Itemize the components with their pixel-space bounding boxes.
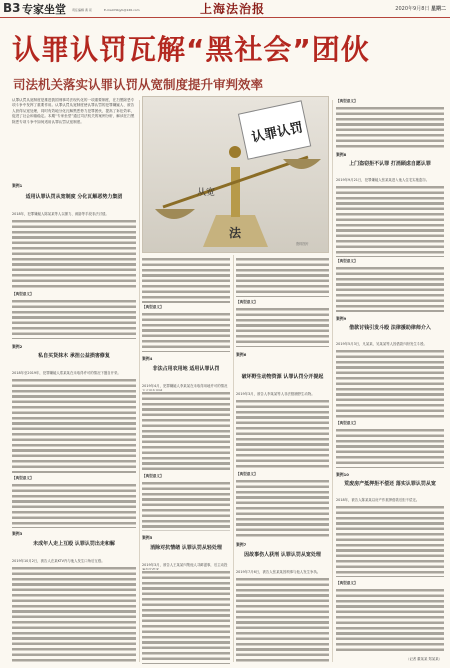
case-opening: 2019年4月，犯罪嫌疑人李某某在未取得用地许可的情况 [142, 384, 228, 388]
commentary-body [336, 588, 444, 654]
case-opening: 2018年，犯罪嫌疑人陈某某等人以暴力、威胁等手段非法讨债。 [12, 212, 109, 216]
lead-paragraph: 认罪认罚从宽制度是推进我国刑事司法现代化的一项重要制度，在扫黑除恶专项斗争中发挥了重要作用。认罪认罚从宽制度使认罪认罚的犯罪嫌疑人、被告人获得从宽处理，同时有效地分化瓦解黑恶势力犯罪团伙，提高了诉讼效率，促进了社会和谐稳定。本期“专家坐堂”通过司法机关的案例分析，解读在扫黑除恶专项斗争中如何适用认罪认罚从宽制度。 [12, 98, 135, 124]
case-title: 破坏野生动物资源 认罪认罚分开提起 [241, 374, 324, 380]
issue-date: 2020年9月8日 星期二 [395, 6, 446, 12]
case-label: 案例10 [336, 472, 349, 477]
case-label: 案例4 [142, 356, 153, 361]
commentary-body [142, 481, 230, 531]
column-text [236, 257, 329, 297]
case-body [336, 505, 444, 577]
case-title: 适用认罪认罚从宽制度 分化瓦解恶势力集团 [25, 194, 123, 200]
case-body [336, 349, 444, 419]
case-opening: 2018年，被告人陈某某以房产作抵押借款后拒不偿还。 [336, 498, 420, 502]
case-body [142, 570, 230, 664]
column-rule [139, 100, 140, 662]
case-title: 借款讨钱引发斗殴 法律援助律师介入 [349, 325, 431, 331]
commentary-body [12, 299, 136, 339]
case-body [142, 391, 230, 471]
commentary-label: 【典型意义】 [336, 581, 358, 585]
case-body [236, 577, 329, 664]
case-title: 私自买货抹木 承担公益损害修复 [38, 353, 110, 359]
commentary-body [12, 483, 136, 528]
scale-illustration [143, 97, 328, 252]
editor-name: 责任编辑 黄 亮 [72, 8, 92, 12]
commentary-label: 【典型意义】 [12, 476, 34, 480]
column-text [142, 257, 230, 303]
section-title: 专家坐堂 [22, 3, 66, 16]
commentary-label: 【典型意义】 [336, 421, 358, 425]
scale-text-left: 从宽 [197, 187, 216, 197]
commentary-label: 【典型意义】 [12, 292, 34, 296]
case-opening: 2019年7月6日，被告人张某某因琐事与他人发生争执。 [236, 570, 321, 574]
paper-text: 认罪认罚 [250, 119, 305, 145]
case-label: 案例9 [336, 316, 347, 321]
case-title: 消除对抗情绪 认罪认罚从轻处理 [150, 545, 222, 551]
case-title: 非法占用农用地 适用认罪认罚 [152, 366, 220, 372]
case-body [12, 566, 136, 664]
case-label: 案例6 [236, 352, 247, 357]
commentary-label: 【典型意义】 [336, 259, 358, 263]
subheadline: 司法机关落实认罪认罚从宽制度提升审判效率 [13, 77, 264, 92]
commentary-label: 【典型意义】 [336, 99, 358, 103]
case-title: 因故事伤人获刑 认罪认罚从宽处理 [244, 552, 321, 558]
case-opening: 2018年至2019年，犯罪嫌疑人郑某某在未取得许可的情况下擅自开采。 [12, 371, 121, 375]
commentary-body [336, 106, 444, 148]
case-label: 案例2 [12, 344, 23, 349]
photo-credit: 资料图片 [296, 242, 309, 246]
commentary-label: 【典型意义】 [236, 472, 258, 476]
commentary-body [236, 479, 329, 537]
commentary-body [236, 307, 329, 347]
case-label: 案例3 [12, 531, 23, 536]
case-title: 荒废房产抵押拒不偿还 落实认罪认罚从宽 [344, 481, 436, 487]
column-rule [332, 100, 333, 662]
commentary-label: 【典型意义】 [142, 305, 164, 309]
case-body [336, 185, 444, 257]
headline: 认罪认罚瓦解“黑社会”团伙 [12, 33, 370, 66]
commentary-label: 【典型意义】 [236, 300, 258, 304]
page-header [0, 0, 450, 18]
case-opening: 2019年9月21日，犯罪嫌疑人张某某进入他人住宅实施盗窃。 [336, 178, 430, 182]
case-opening: 2019年3月，被告人王某某纠集他人寻衅滋事，后主动投 [142, 563, 228, 567]
case-title: 上门盗窃拒不认罪 打消顾虑自愿认罪 [349, 161, 431, 167]
scale-text-base: 法 [229, 226, 242, 240]
case-opening: 2019年3月，被告人李某某等人非法猎捕野生动物。 [236, 392, 315, 396]
editor-email[interactable]: E-mail:fzbjyb@126.com [104, 8, 140, 12]
page-number: B3 [3, 1, 21, 15]
commentary-body [336, 266, 444, 312]
case-opening: 2019年10月2日，被告人在某KTV内与他人发生口角后互殴。 [12, 559, 105, 563]
case-body [236, 399, 329, 469]
case-label: 案例5 [142, 535, 153, 540]
commentary-body [336, 428, 444, 468]
case-label: 案例7 [236, 542, 247, 547]
case-body [12, 378, 136, 473]
commentary-body [142, 312, 230, 352]
case-body [12, 219, 136, 289]
byline: （记者 董某某 郑某某） [405, 657, 442, 661]
case-title: 未成年人走上互殴 认罪认罚出走和解 [33, 541, 115, 547]
masthead: 上海法治报 [200, 2, 266, 16]
illustration [142, 96, 329, 253]
case-label: 案例8 [336, 152, 347, 157]
column-rule [233, 255, 234, 662]
case-label: 案例1 [12, 183, 23, 188]
commentary-label: 【典型意义】 [142, 474, 164, 478]
case-opening: 2019年5月3日，凡某某、吴某某等人因借款纠纷发生斗殴。 [336, 342, 427, 346]
